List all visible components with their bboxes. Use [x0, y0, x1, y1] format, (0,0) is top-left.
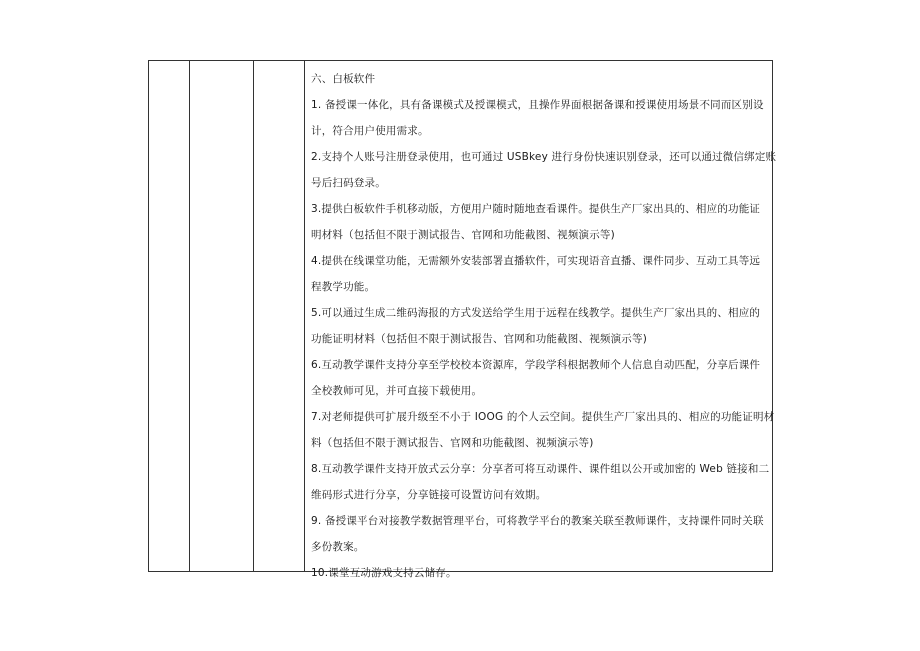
spec-line: 明材料（包括但不限于测试报告、官网和功能截图、视频演示等) — [311, 229, 615, 241]
column-divider — [189, 61, 190, 571]
spec-cell — [305, 61, 777, 579]
spec-table — [148, 60, 777, 579]
spec-line: 程教学功能。 — [311, 281, 376, 293]
spec-line: 4.提供在线课堂功能，无需额外安装部署直播软件，可实现语音直播、课件同步、互动工具等远 — [311, 255, 761, 267]
spec-line: 全校教师可见，并可直接下载使用。 — [311, 385, 483, 397]
spec-line: 6.互动教学课件支持分享至学校校本资源库，学段学科根据教师个人信息自动匹配，分享后课件 — [311, 359, 761, 371]
spec-line: 计，符合用户使用需求。 — [311, 125, 429, 137]
spec-line: 多份教案。 — [311, 541, 365, 553]
spec-line: 号后扫码登录。 — [311, 177, 386, 189]
spec-line: 功能证明材料（包括但不限于测试报告、官网和功能截图、视频演示等) — [311, 333, 647, 345]
spec-line: 2.支持个人账号注册登录使用，也可通过 USBkey 进行身份快速识别登录，还可以通过微信绑定账 — [311, 151, 777, 163]
spec-line: 1. 备授课一体化，具有备课模式及授课模式，且操作界面根据备课和授课使用场景不同而区别设 — [311, 99, 764, 111]
section-heading: 六、白板软件 — [311, 73, 376, 85]
spec-line: 维码形式进行分享，分享链接可设置访问有效期。 — [311, 489, 547, 501]
spec-line: 8.互动教学课件支持开放式云分享：分享者可将互动课件、课件组以公开或加密的 Web 链接和二 — [311, 463, 770, 475]
spec-line: 5.可以通过生成二维码海报的方式发送给学生用于远程在线教学。提供生产厂家出具的、相应的 — [311, 307, 761, 319]
column-divider — [253, 61, 254, 571]
spec-line: 3.提供白板软件手机移动版，方便用户随时随地查看课件。提供生产厂家出具的、相应的功能证 — [311, 203, 761, 215]
spec-line: 9. 备授课平台对接教学数据管理平台，可将教学平台的教案关联至教师课件，支持课件同时关联 — [311, 515, 764, 527]
spec-line: 料（包括但不限于测试报告、官网和功能截图、视频演示等) — [311, 437, 594, 449]
spec-line: 10.课堂互动游戏支持云储存。 — [311, 567, 457, 579]
spec-line: 7.对老师提供可扩展升级至不小于 IOOG 的个人云空间。提供生产厂家出具的、相应的功能证明材 — [311, 411, 775, 423]
